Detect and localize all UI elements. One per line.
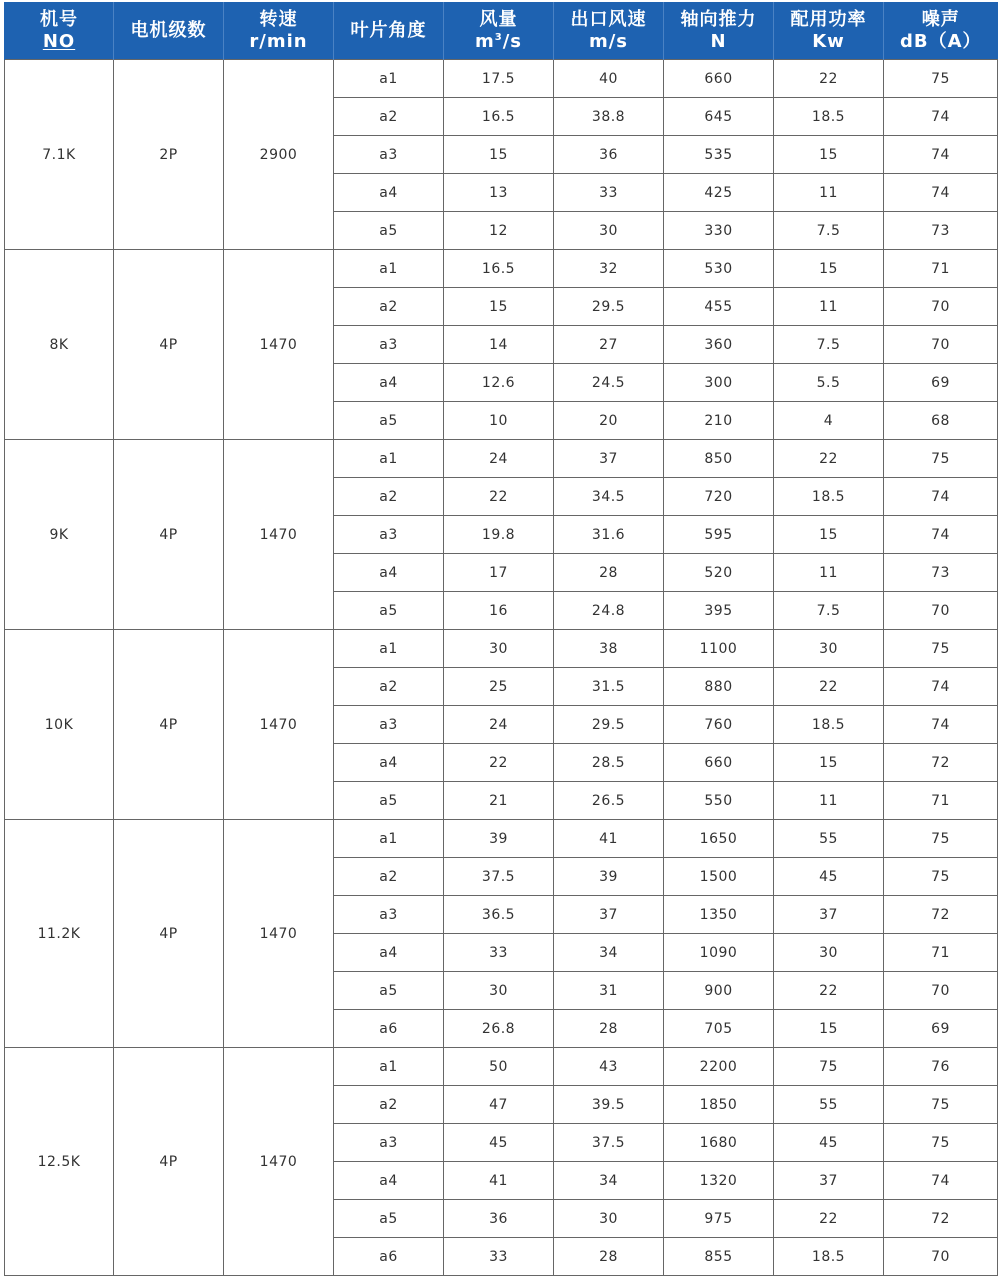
air-flow-cell: 22	[444, 744, 554, 782]
air-flow-cell: 24	[444, 706, 554, 744]
air-flow-cell: 16.5	[444, 250, 554, 288]
speed-cell: 2900	[224, 60, 334, 250]
blade-angle-cell: a1	[334, 250, 444, 288]
air-flow-cell: 30	[444, 630, 554, 668]
axial-thrust-cell: 1680	[664, 1124, 774, 1162]
outlet-velocity-cell: 31.5	[554, 668, 664, 706]
model-no-cell: 12.5K	[5, 1048, 114, 1276]
power-cell: 22	[774, 972, 884, 1010]
power-cell: 22	[774, 668, 884, 706]
speed-cell: 1470	[224, 820, 334, 1048]
motor-poles-cell: 4P	[114, 440, 224, 630]
table-row	[5, 820, 998, 858]
noise-cell: 70	[884, 288, 998, 326]
axial-thrust-cell: 720	[664, 478, 774, 516]
blade-angle-cell: a4	[334, 744, 444, 782]
axial-thrust-cell: 660	[664, 744, 774, 782]
header-air-flow: 风量 $m^3/s$	[444, 2, 554, 60]
blade-angle-cell: a3	[334, 896, 444, 934]
air-flow-cell: 36.5	[444, 896, 554, 934]
blade-angle-cell: a5	[334, 402, 444, 440]
table-header	[5, 2, 998, 60]
outlet-velocity-cell: 39.5	[554, 1086, 664, 1124]
axial-thrust-cell: 660	[664, 60, 774, 98]
noise-cell: 72	[884, 744, 998, 782]
power-cell: 11	[774, 554, 884, 592]
blade-angle-cell: a4	[334, 1162, 444, 1200]
axial-thrust-cell: 1320	[664, 1162, 774, 1200]
blade-angle-cell: a1	[334, 630, 444, 668]
air-flow-cell: 45	[444, 1124, 554, 1162]
power-cell: 30	[774, 934, 884, 972]
noise-cell: 75	[884, 1124, 998, 1162]
air-flow-cell: 15	[444, 136, 554, 174]
blade-angle-cell: a6	[334, 1010, 444, 1048]
power-cell: 5.5	[774, 364, 884, 402]
air-flow-cell: 33	[444, 934, 554, 972]
air-flow-cell: 12	[444, 212, 554, 250]
air-flow-cell: 41	[444, 1162, 554, 1200]
table-row	[5, 60, 998, 98]
power-cell: 22	[774, 60, 884, 98]
noise-cell: 75	[884, 820, 998, 858]
air-flow-cell: 21	[444, 782, 554, 820]
header-model-no: 机号 NO	[5, 2, 114, 60]
air-flow-cell: 17	[444, 554, 554, 592]
power-cell: 11	[774, 288, 884, 326]
power-cell: 4	[774, 402, 884, 440]
axial-thrust-cell: 1650	[664, 820, 774, 858]
blade-angle-cell: a2	[334, 478, 444, 516]
axial-thrust-cell: 535	[664, 136, 774, 174]
speed-cell: 1470	[224, 1048, 334, 1276]
blade-angle-cell: a1	[334, 1048, 444, 1086]
power-cell: 7.5	[774, 212, 884, 250]
blade-angle-cell: a3	[334, 1124, 444, 1162]
model-no-cell: 11.2K	[5, 820, 114, 1048]
axial-thrust-cell: 1850	[664, 1086, 774, 1124]
power-cell: 75	[774, 1048, 884, 1086]
blade-angle-cell: a1	[334, 60, 444, 98]
fan-spec-table	[4, 2, 998, 1276]
power-cell: 11	[774, 174, 884, 212]
noise-cell: 70	[884, 1238, 998, 1276]
power-cell: 30	[774, 630, 884, 668]
outlet-velocity-cell: 29.5	[554, 288, 664, 326]
outlet-velocity-cell: 40	[554, 60, 664, 98]
header-outlet-velocity: 出口风速 m/s	[554, 2, 664, 60]
air-flow-cell: 36	[444, 1200, 554, 1238]
power-cell: 55	[774, 820, 884, 858]
noise-cell: 75	[884, 60, 998, 98]
noise-cell: 69	[884, 364, 998, 402]
axial-thrust-cell: 850	[664, 440, 774, 478]
outlet-velocity-cell: 31.6	[554, 516, 664, 554]
air-flow-cell: 37.5	[444, 858, 554, 896]
power-cell: 22	[774, 440, 884, 478]
noise-cell: 74	[884, 516, 998, 554]
blade-angle-cell: a4	[334, 934, 444, 972]
power-cell: 7.5	[774, 592, 884, 630]
outlet-velocity-cell: 41	[554, 820, 664, 858]
air-flow-cell: 50	[444, 1048, 554, 1086]
model-no-cell: 7.1K	[5, 60, 114, 250]
model-no-cell: 9K	[5, 440, 114, 630]
blade-angle-cell: a4	[334, 174, 444, 212]
axial-thrust-cell: 900	[664, 972, 774, 1010]
blade-angle-cell: a5	[334, 212, 444, 250]
outlet-velocity-cell: 34	[554, 934, 664, 972]
outlet-velocity-cell: 29.5	[554, 706, 664, 744]
axial-thrust-cell: 395	[664, 592, 774, 630]
axial-thrust-cell: 1500	[664, 858, 774, 896]
blade-angle-cell: a3	[334, 516, 444, 554]
header-noise: 噪声 dB（A）	[884, 2, 998, 60]
blade-angle-cell: a2	[334, 858, 444, 896]
outlet-velocity-cell: 24.5	[554, 364, 664, 402]
table-row	[5, 440, 998, 478]
speed-cell: 1470	[224, 440, 334, 630]
air-flow-cell: 26.8	[444, 1010, 554, 1048]
table-body	[5, 60, 998, 1276]
air-flow-cell: 10	[444, 402, 554, 440]
outlet-velocity-cell: 31	[554, 972, 664, 1010]
air-flow-unit: $m^3/s$	[474, 30, 523, 52]
noise-cell: 73	[884, 212, 998, 250]
noise-cell: 74	[884, 136, 998, 174]
power-cell: 18.5	[774, 1238, 884, 1276]
power-cell: 11	[774, 782, 884, 820]
motor-poles-cell: 4P	[114, 630, 224, 820]
blade-angle-cell: a2	[334, 98, 444, 136]
air-flow-cell: 19.8	[444, 516, 554, 554]
power-cell: 55	[774, 1086, 884, 1124]
model-no-cell: 10K	[5, 630, 114, 820]
motor-poles-cell: 4P	[114, 820, 224, 1048]
motor-poles-cell: 4P	[114, 1048, 224, 1276]
noise-cell: 72	[884, 1200, 998, 1238]
power-cell: 37	[774, 896, 884, 934]
air-flow-cell: 25	[444, 668, 554, 706]
noise-cell: 75	[884, 630, 998, 668]
axial-thrust-cell: 1100	[664, 630, 774, 668]
outlet-velocity-cell: 24.8	[554, 592, 664, 630]
power-cell: 18.5	[774, 706, 884, 744]
axial-thrust-cell: 550	[664, 782, 774, 820]
noise-cell: 71	[884, 934, 998, 972]
outlet-velocity-cell: 37	[554, 896, 664, 934]
air-flow-cell: 22	[444, 478, 554, 516]
speed-cell: 1470	[224, 250, 334, 440]
noise-cell: 74	[884, 174, 998, 212]
blade-angle-cell: a2	[334, 1086, 444, 1124]
blade-angle-cell: a5	[334, 592, 444, 630]
power-cell: 18.5	[774, 98, 884, 136]
power-cell: 45	[774, 858, 884, 896]
blade-angle-cell: a2	[334, 288, 444, 326]
outlet-velocity-cell: 30	[554, 212, 664, 250]
outlet-velocity-cell: 20	[554, 402, 664, 440]
axial-thrust-cell: 530	[664, 250, 774, 288]
power-cell: 15	[774, 744, 884, 782]
outlet-velocity-cell: 34.5	[554, 478, 664, 516]
power-cell: 15	[774, 516, 884, 554]
outlet-velocity-cell: 37	[554, 440, 664, 478]
axial-thrust-cell: 330	[664, 212, 774, 250]
power-cell: 37	[774, 1162, 884, 1200]
noise-cell: 75	[884, 858, 998, 896]
axial-thrust-cell: 760	[664, 706, 774, 744]
power-cell: 15	[774, 250, 884, 288]
outlet-velocity-cell: 28	[554, 1238, 664, 1276]
blade-angle-cell: a4	[334, 364, 444, 402]
motor-poles-cell: 2P	[114, 60, 224, 250]
noise-cell: 70	[884, 326, 998, 364]
power-cell: 15	[774, 136, 884, 174]
speed-cell: 1470	[224, 630, 334, 820]
power-cell: 15	[774, 1010, 884, 1048]
outlet-velocity-cell: 34	[554, 1162, 664, 1200]
noise-cell: 76	[884, 1048, 998, 1086]
outlet-velocity-cell: 38	[554, 630, 664, 668]
axial-thrust-cell: 455	[664, 288, 774, 326]
noise-cell: 74	[884, 478, 998, 516]
outlet-velocity-cell: 32	[554, 250, 664, 288]
noise-cell: 70	[884, 972, 998, 1010]
air-flow-cell: 15	[444, 288, 554, 326]
table-row	[5, 630, 998, 668]
outlet-velocity-cell: 43	[554, 1048, 664, 1086]
noise-cell: 73	[884, 554, 998, 592]
blade-angle-cell: a1	[334, 820, 444, 858]
blade-angle-cell: a5	[334, 1200, 444, 1238]
power-cell: 18.5	[774, 478, 884, 516]
axial-thrust-cell: 520	[664, 554, 774, 592]
outlet-velocity-cell: 28.5	[554, 744, 664, 782]
air-flow-cell: 17.5	[444, 60, 554, 98]
blade-angle-cell: a3	[334, 326, 444, 364]
outlet-velocity-cell: 30	[554, 1200, 664, 1238]
noise-cell: 72	[884, 896, 998, 934]
outlet-velocity-cell: 26.5	[554, 782, 664, 820]
air-flow-cell: 14	[444, 326, 554, 364]
axial-thrust-cell: 2200	[664, 1048, 774, 1086]
blade-angle-cell: a1	[334, 440, 444, 478]
axial-thrust-cell: 360	[664, 326, 774, 364]
axial-thrust-cell: 595	[664, 516, 774, 554]
outlet-velocity-cell: 38.8	[554, 98, 664, 136]
axial-thrust-cell: 1090	[664, 934, 774, 972]
axial-thrust-cell: 880	[664, 668, 774, 706]
noise-cell: 74	[884, 98, 998, 136]
air-flow-cell: 16.5	[444, 98, 554, 136]
outlet-velocity-cell: 39	[554, 858, 664, 896]
air-flow-cell: 33	[444, 1238, 554, 1276]
model-no-cell: 8K	[5, 250, 114, 440]
noise-cell: 74	[884, 1162, 998, 1200]
table-row	[5, 250, 998, 288]
outlet-velocity-cell: 27	[554, 326, 664, 364]
axial-thrust-cell: 425	[664, 174, 774, 212]
axial-thrust-cell: 855	[664, 1238, 774, 1276]
blade-angle-cell: a2	[334, 668, 444, 706]
table-row	[5, 1048, 998, 1086]
axial-thrust-cell: 210	[664, 402, 774, 440]
air-flow-cell: 39	[444, 820, 554, 858]
noise-cell: 75	[884, 1086, 998, 1124]
noise-cell: 71	[884, 250, 998, 288]
air-flow-cell: 13	[444, 174, 554, 212]
noise-cell: 71	[884, 782, 998, 820]
outlet-velocity-cell: 33	[554, 174, 664, 212]
power-cell: 7.5	[774, 326, 884, 364]
outlet-velocity-cell: 37.5	[554, 1124, 664, 1162]
header-power: 配用功率 Kw	[774, 2, 884, 60]
outlet-velocity-cell: 28	[554, 554, 664, 592]
air-flow-cell: 16	[444, 592, 554, 630]
axial-thrust-cell: 1350	[664, 896, 774, 934]
axial-thrust-cell: 300	[664, 364, 774, 402]
axial-thrust-cell: 705	[664, 1010, 774, 1048]
noise-cell: 74	[884, 668, 998, 706]
air-flow-cell: 30	[444, 972, 554, 1010]
power-cell: 22	[774, 1200, 884, 1238]
header-row	[5, 2, 998, 60]
air-flow-cell: 47	[444, 1086, 554, 1124]
header-speed: 转速 r/min	[224, 2, 334, 60]
outlet-velocity-cell: 36	[554, 136, 664, 174]
header-motor-poles: 电机级数	[114, 2, 224, 60]
header-axial-thrust: 轴向推力 N	[664, 2, 774, 60]
power-cell: 45	[774, 1124, 884, 1162]
blade-angle-cell: a3	[334, 706, 444, 744]
noise-cell: 75	[884, 440, 998, 478]
noise-cell: 68	[884, 402, 998, 440]
noise-cell: 70	[884, 592, 998, 630]
noise-cell: 74	[884, 706, 998, 744]
air-flow-cell: 24	[444, 440, 554, 478]
header-blade-angle: 叶片角度	[334, 2, 444, 60]
axial-thrust-cell: 975	[664, 1200, 774, 1238]
blade-angle-cell: a3	[334, 136, 444, 174]
blade-angle-cell: a6	[334, 1238, 444, 1276]
air-flow-cell: 12.6	[444, 364, 554, 402]
axial-thrust-cell: 645	[664, 98, 774, 136]
blade-angle-cell: a4	[334, 554, 444, 592]
outlet-velocity-cell: 28	[554, 1010, 664, 1048]
blade-angle-cell: a5	[334, 972, 444, 1010]
motor-poles-cell: 4P	[114, 250, 224, 440]
blade-angle-cell: a5	[334, 782, 444, 820]
noise-cell: 69	[884, 1010, 998, 1048]
